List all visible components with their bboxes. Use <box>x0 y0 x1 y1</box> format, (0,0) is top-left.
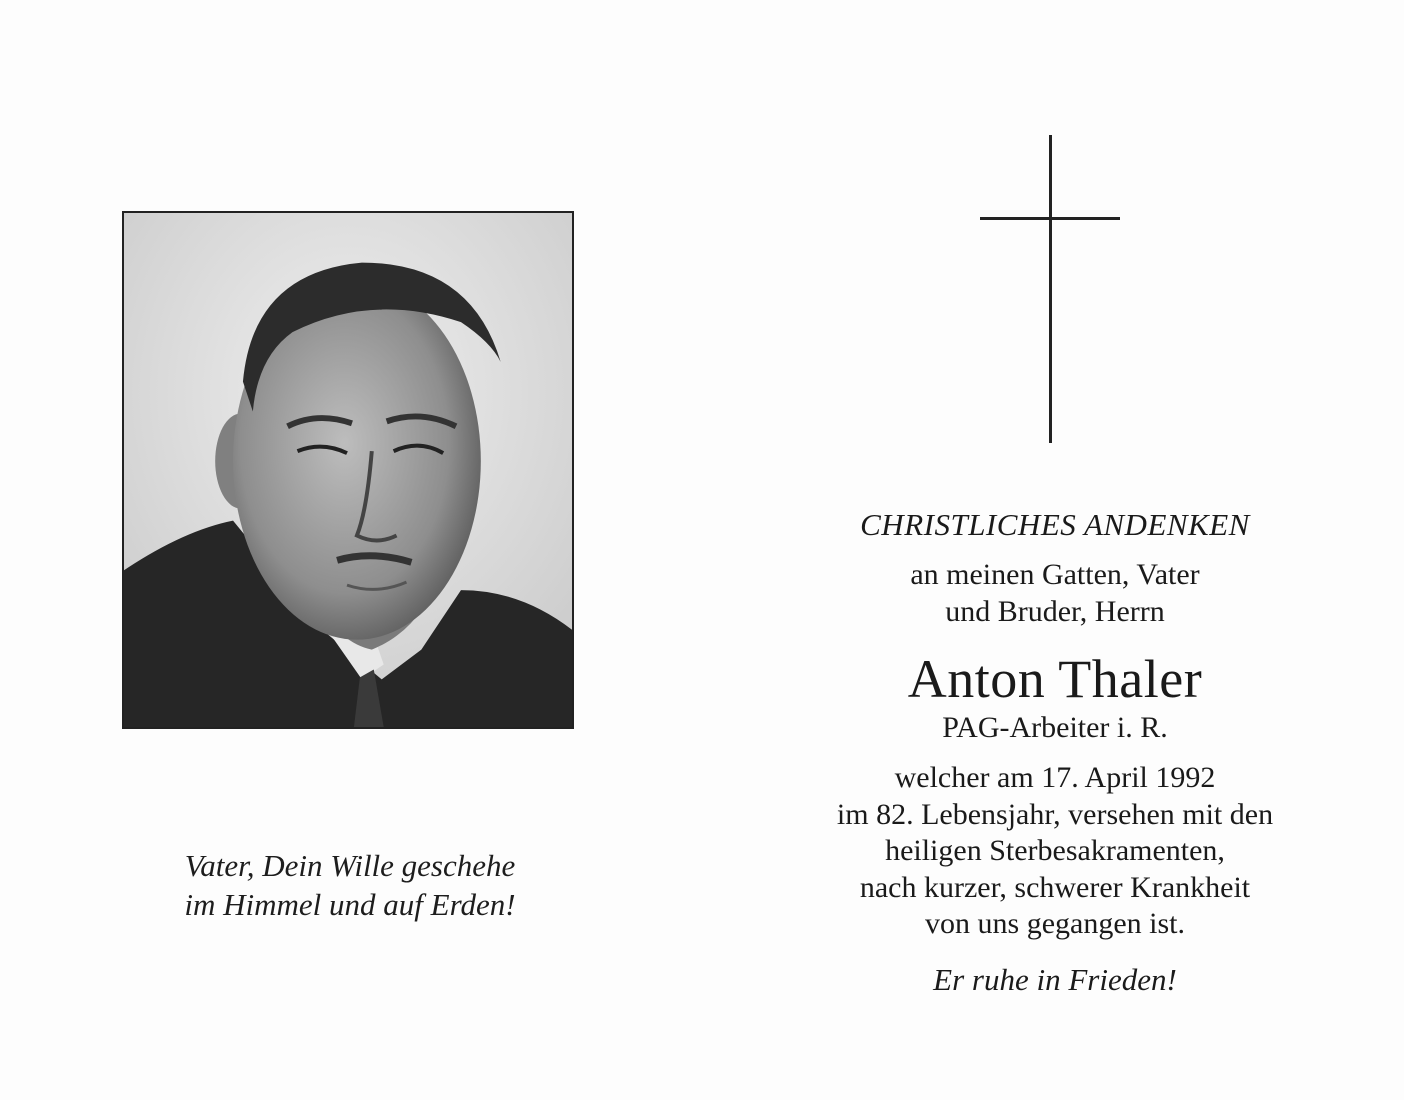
intro-line: und Bruder, Herrn <box>945 595 1165 628</box>
verse <box>100 846 600 924</box>
card-heading: CHRISTLICHES ANDENKEN <box>860 507 1250 542</box>
detail-line: nach kurzer, schwerer Krankheit <box>859 870 1251 904</box>
detail-line: welcher am 17. April 1992 <box>894 761 1216 794</box>
verse-line: Vater, Dein Wille geschehe <box>184 848 516 883</box>
death-details <box>760 760 1350 943</box>
cross-icon <box>980 135 1120 443</box>
verse-line: im Himmel und auf Erden! <box>184 887 516 922</box>
detail-line: im 82. Lebensjahr, versehen mit den <box>836 797 1274 831</box>
cross-vertical-bar <box>1049 135 1052 443</box>
portrait-photo <box>122 211 574 729</box>
intro-text <box>760 556 1350 630</box>
detail-line: heiligen Sterbesakramenten, <box>885 834 1225 867</box>
intro-line: an meinen Gatten, Vater <box>910 558 1200 591</box>
deceased-name: Anton Thaler <box>907 649 1203 709</box>
detail-line: von uns gegangen ist. <box>925 907 1185 940</box>
portrait-icon <box>124 213 572 727</box>
occupation: PAG-Arbeiter i. R. <box>942 711 1168 744</box>
closing-phrase: Er ruhe in Frieden! <box>933 962 1177 997</box>
cross-horizontal-bar <box>980 217 1120 220</box>
